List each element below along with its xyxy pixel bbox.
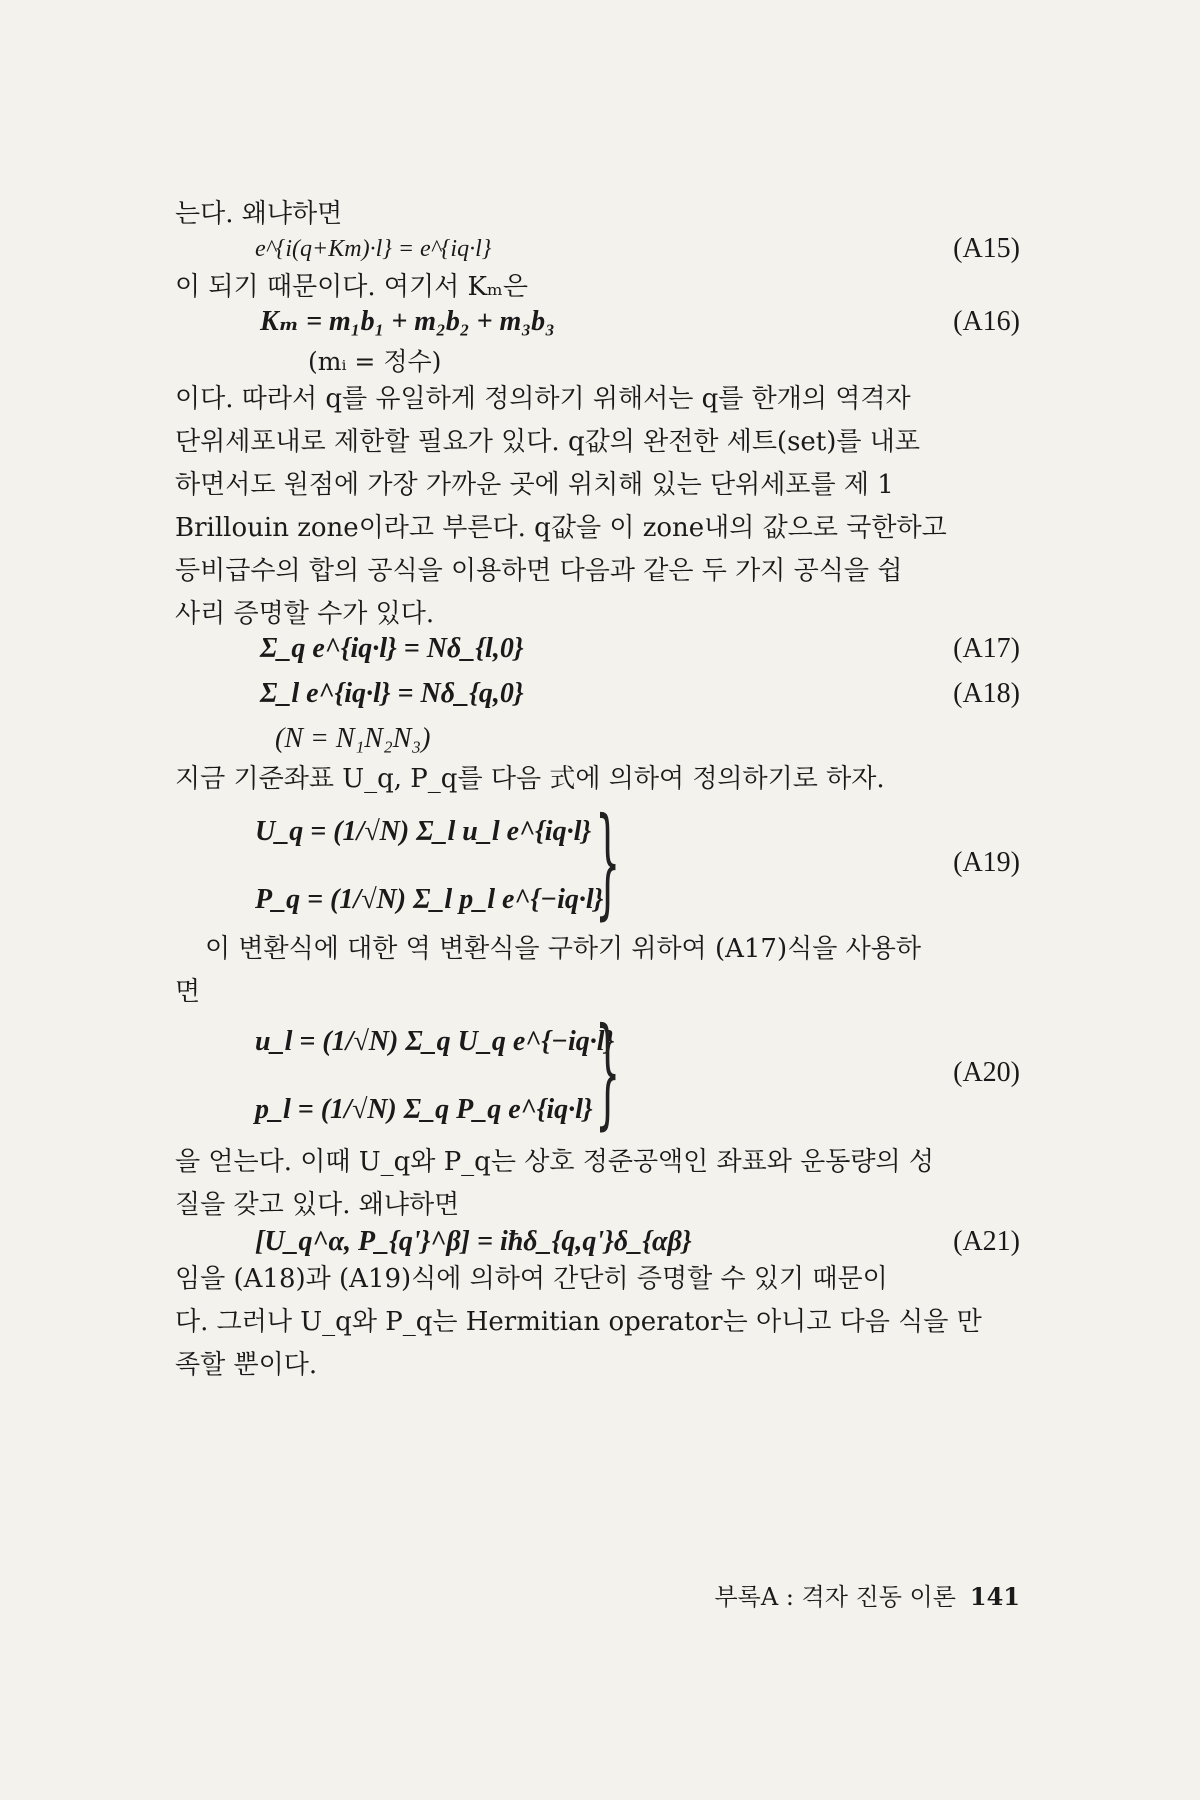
equation-number-a17: (A17) <box>953 633 1020 664</box>
equation-a16-note: (mᵢ = 정수) <box>308 347 442 376</box>
equation-a17: Σ_q e^{iq·l} = Nδ_{l,0} <box>260 633 524 664</box>
equation-number-a18: (A18) <box>953 678 1020 709</box>
equation-number-a15: (A15) <box>953 233 1020 264</box>
page-footer <box>670 1582 1020 1612</box>
page-number: 141 <box>969 1582 1020 1611</box>
equation-a20-p: p_l = (1/√N) Σ_q P_q e^{iq·l} <box>255 1094 593 1125</box>
right-brace-icon: } <box>595 795 621 933</box>
equation-number-a21: (A21) <box>953 1226 1020 1257</box>
equation-a20-u: u_l = (1/√N) Σ_q U_q e^{−iq·l} <box>255 1026 615 1057</box>
equation-a19-u: U_q = (1/√N) Σ_l u_l e^{iq·l} <box>255 816 592 847</box>
equation-number-a19: (A19) <box>953 847 1020 878</box>
equation-number-a20: (A20) <box>953 1057 1020 1088</box>
equation-a15: e^{i(q+Km)·l} = e^{iq·l} <box>255 236 492 262</box>
text-line-12: 을 얻는다. 이때 U_q와 P_q는 상호 정준공액인 좌표와 운동량의 성 <box>175 1147 935 1177</box>
text-line-16: 족할 뿐이다. <box>175 1350 318 1380</box>
equation-a16: Kₘ = m₁b₁ + m₂b₂ + m₃b₃ <box>260 306 555 337</box>
text-line-13: 질을 갖고 있다. 왜냐하면 <box>175 1190 460 1220</box>
equation-a21: [U_q^α, P_{q'}^β] = iħδ_{q,q'}δ_{αβ} <box>255 1226 692 1257</box>
text-line-15: 다. 그러나 U_q와 P_q는 Hermitian operator는 아니고 다음 식을 만 <box>175 1307 982 1337</box>
text-line-2: 이 되기 때문이다. 여기서 Kₘ은 <box>175 272 528 302</box>
text-line-1: 는다. 왜냐하면 <box>175 199 343 229</box>
right-brace-icon: } <box>595 1005 621 1143</box>
equation-a18-note: (N = N₁N₂N₃) <box>275 723 431 754</box>
running-footer-section: 부록A : 격자 진동 이론 <box>714 1583 956 1611</box>
text-line-5: 하면서도 원점에 가장 가까운 곳에 위치해 있는 단위세포를 제 1 <box>175 470 894 500</box>
text-line-3: 이다. 따라서 q를 유일하게 정의하기 위해서는 q를 한개의 역격자 <box>175 384 911 414</box>
text-line-4: 단위세포내로 제한할 필요가 있다. q값의 완전한 세트(set)를 내포 <box>175 427 921 457</box>
text-line-11: 면 <box>175 977 201 1007</box>
text-line-8: 사리 증명할 수가 있다. <box>175 599 435 629</box>
text-line-14: 임을 (A18)과 (A19)식에 의하여 간단히 증명할 수 있기 때문이 <box>175 1264 888 1294</box>
equation-a18: Σ_l e^{iq·l} = Nδ_{q,0} <box>260 678 524 709</box>
equation-a19-p: P_q = (1/√N) Σ_l p_l e^{−iq·l} <box>255 884 604 915</box>
text-line-6: Brillouin zone이라고 부른다. q값을 이 zone내의 값으로 국한하고 <box>175 513 947 543</box>
text-line-10: 이 변환식에 대한 역 변환식을 구하기 위하여 (A17)식을 사용하 <box>205 934 921 964</box>
text-line-7: 등비급수의 합의 공식을 이용하면 다음과 같은 두 가지 공식을 쉽 <box>175 556 903 586</box>
equation-number-a16: (A16) <box>953 306 1020 337</box>
text-line-9: 지금 기준좌표 U_q, P_q를 다음 式에 의하여 정의하기로 하자. <box>175 764 885 794</box>
